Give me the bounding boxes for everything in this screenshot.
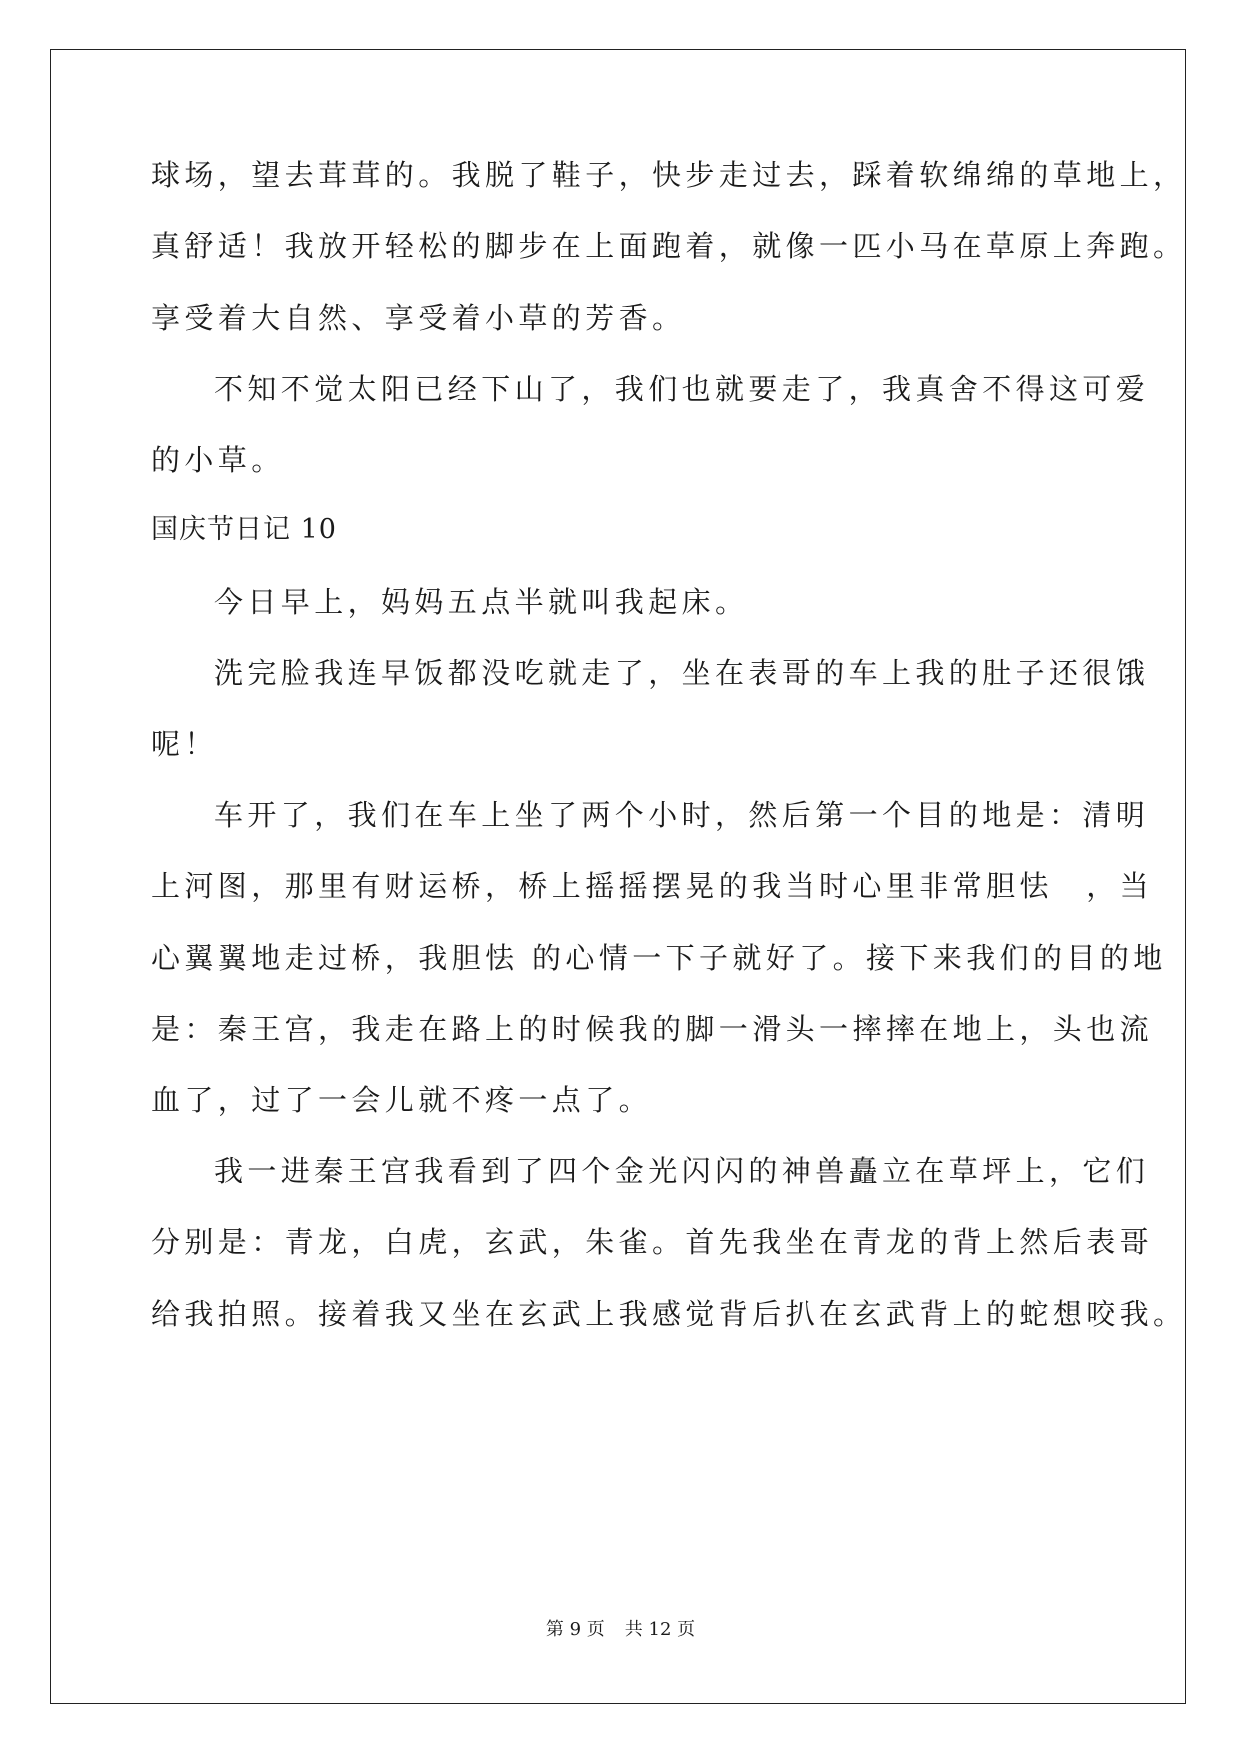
- text-line: 洗完脸我连早饭都没吃就走了，坐在表哥的车上我的肚子还很饿: [214, 656, 1150, 690]
- text-line: 车开了，我们在车上坐了两个小时，然后第一个目的地是：清明: [214, 798, 1150, 832]
- page-footer: [0, 1618, 1241, 1642]
- text-line: 的小草。: [151, 443, 285, 477]
- page-total: 共 12 页: [624, 1619, 696, 1640]
- text-line: 呢！: [151, 727, 218, 761]
- page-number: 第 9 页: [545, 1619, 605, 1640]
- text-line: 我一进秦王宫我看到了四个金光闪闪的神兽矗立在草坪上，它们: [214, 1154, 1150, 1188]
- text-line: 血了，过了一会儿就不疼一点了。: [151, 1083, 653, 1117]
- section-heading: 国庆节日记 10: [151, 514, 337, 545]
- text-line: 心翼翼地走过桥，我胆怯 的心情一下子就好了。接下来我们的目的地: [151, 941, 1167, 975]
- text-line: 给我拍照。接着我又坐在玄武上我感觉背后扒在玄武背上的蛇想咬我。: [151, 1297, 1187, 1331]
- text-line: 球场，望去茸茸的。我脱了鞋子，快步走过去，踩着软绵绵的草地上，: [151, 158, 1187, 192]
- text-line: 上河图，那里有财运桥，桥上摇摇摆晃的我当时心里非常胆怯 ，当: [151, 869, 1154, 903]
- text-line: 是：秦王宫，我走在路上的时候我的脚一滑头一摔摔在地上，头也流: [151, 1012, 1154, 1046]
- text-line: 不知不觉太阳已经下山了，我们也就要走了，我真舍不得这可爱: [214, 372, 1150, 406]
- text-line: 享受着大自然、享受着小草的芳香。: [151, 301, 686, 335]
- text-line: 分别是：青龙，白虎，玄武，朱雀。首先我坐在青龙的背上然后表哥: [151, 1225, 1154, 1259]
- text-line: 真舒适！我放开轻松的脚步在上面跑着，就像一匹小马在草原上奔跑。: [151, 229, 1187, 263]
- text-line: 今日早上，妈妈五点半就叫我起床。: [214, 585, 749, 619]
